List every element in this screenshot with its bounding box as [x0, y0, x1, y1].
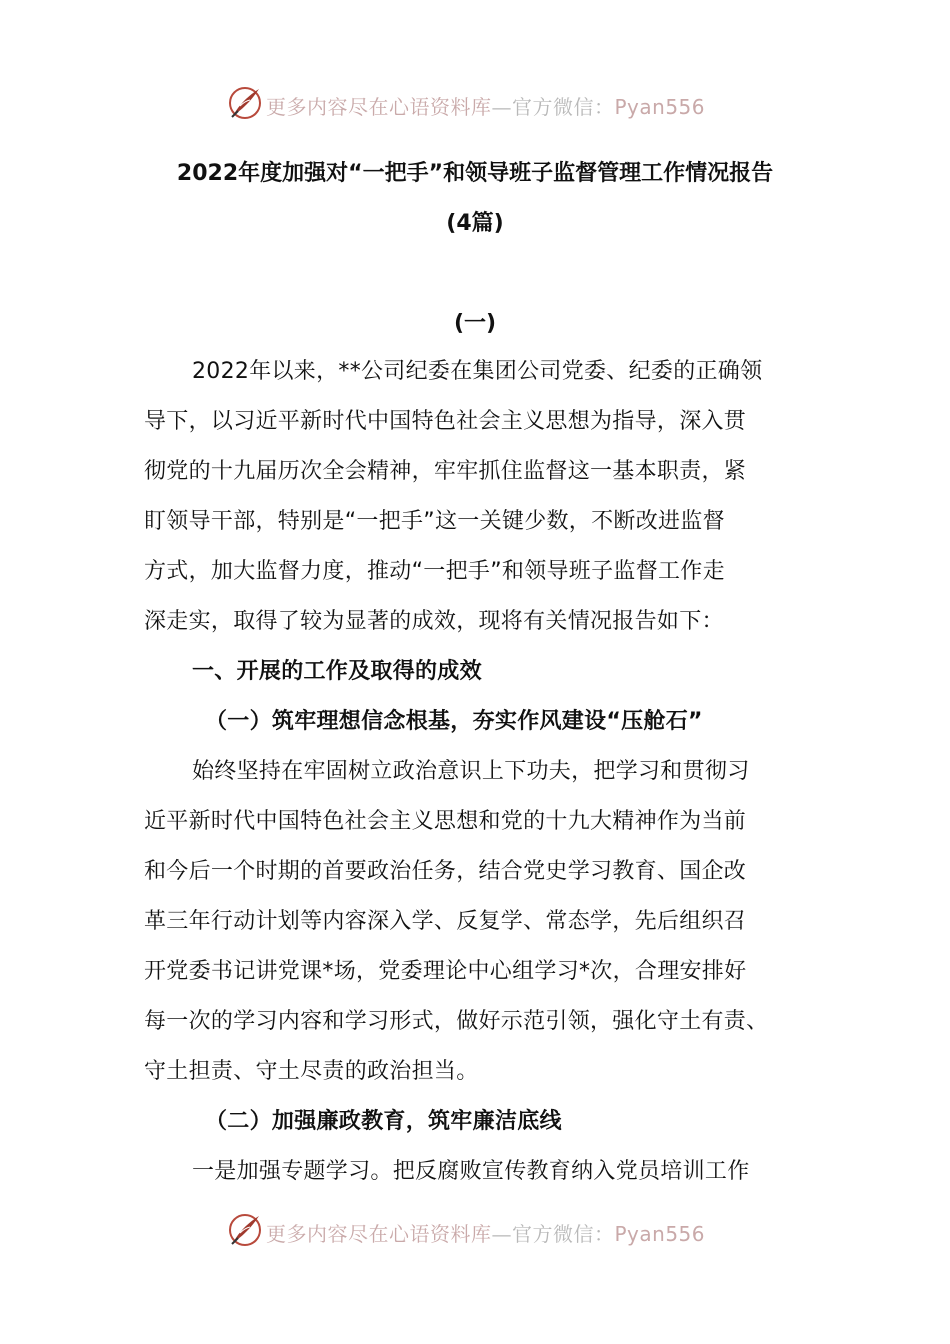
- paragraph-line: 守土担责、守土尽责的政治担当。: [144, 1059, 479, 1084]
- watermark-dash: —: [491, 95, 512, 119]
- watermark-wechat-label: 官方微信：: [512, 95, 615, 119]
- quill-pen-logo-icon: [226, 1211, 264, 1249]
- paragraph-line: 盯领导干部，特别是“一把手”这一关键少数，不断改进监督: [144, 509, 725, 534]
- paragraph-line: 每一次的学习内容和学习形式，做好示范引领，强化守土有责、: [144, 1009, 769, 1034]
- part-heading: (一): [453, 311, 497, 336]
- paragraph-line: 一是加强专题学习。把反腐败宣传教育纳入党员培训工作: [192, 1159, 750, 1184]
- paragraph-line: 始终坚持在牢固树立政治意识上下功夫，把学习和贯彻习: [192, 759, 750, 784]
- watermark-banner-bottom: [0, 1211, 950, 1251]
- watermark-text: [266, 1218, 705, 1247]
- watermark-wechat-id: Pyan556: [614, 1222, 706, 1246]
- paragraph-line: 开党委书记讲党课*场，党委理论中心组学习*次，合理安排好: [144, 959, 747, 984]
- paragraph-line: 和今后一个时期的首要政治任务，结合党史学习教育、国企改: [144, 859, 747, 884]
- watermark-slogan: 更多内容尽在心语资料库: [266, 1222, 492, 1246]
- watermark-dash: —: [491, 1222, 512, 1246]
- watermark-slogan: 更多内容尽在心语资料库: [266, 95, 492, 119]
- quill-pen-logo-icon: [226, 84, 264, 122]
- watermark-text: [266, 91, 705, 120]
- paragraph-line: 彻党的十九届历次全会精神，牢牢抓住监督这一基本职责，紧: [144, 459, 747, 484]
- watermark-wechat-id: Pyan556: [614, 95, 706, 119]
- paragraph-line: 2022年以来，**公司纪委在集团公司党委、纪委的正确领: [192, 359, 763, 384]
- watermark-wechat-label: 官方微信：: [512, 1222, 615, 1246]
- paragraph-line: 近平新时代中国特色社会主义思想和党的十九大精神作为当前: [144, 809, 747, 834]
- document-title: 2022年度加强对“一把手”和领导班子监督管理工作情况报告: [176, 161, 774, 186]
- watermark-banner-top: [0, 84, 950, 124]
- paragraph-line: 导下，以习近平新时代中国特色社会主义思想为指导，深入贯: [144, 409, 747, 434]
- subsection-heading: （一）筑牢理想信念根基，夯实作风建设“压舱石”: [205, 709, 703, 734]
- paragraph-line: 方式，加大监督力度，推动“一把手”和领导班子监督工作走: [144, 559, 725, 584]
- paragraph-line: 深走实，取得了较为显著的成效，现将有关情况报告如下：: [144, 609, 724, 634]
- subsection-heading: （二）加强廉政教育，筑牢廉洁底线: [205, 1109, 562, 1134]
- paragraph-line: 革三年行动计划等内容深入学、反复学、常态学，先后组织召: [144, 909, 747, 934]
- section-heading: 一、开展的工作及取得的成效: [192, 659, 482, 684]
- document-subtitle: (4篇): [446, 211, 504, 236]
